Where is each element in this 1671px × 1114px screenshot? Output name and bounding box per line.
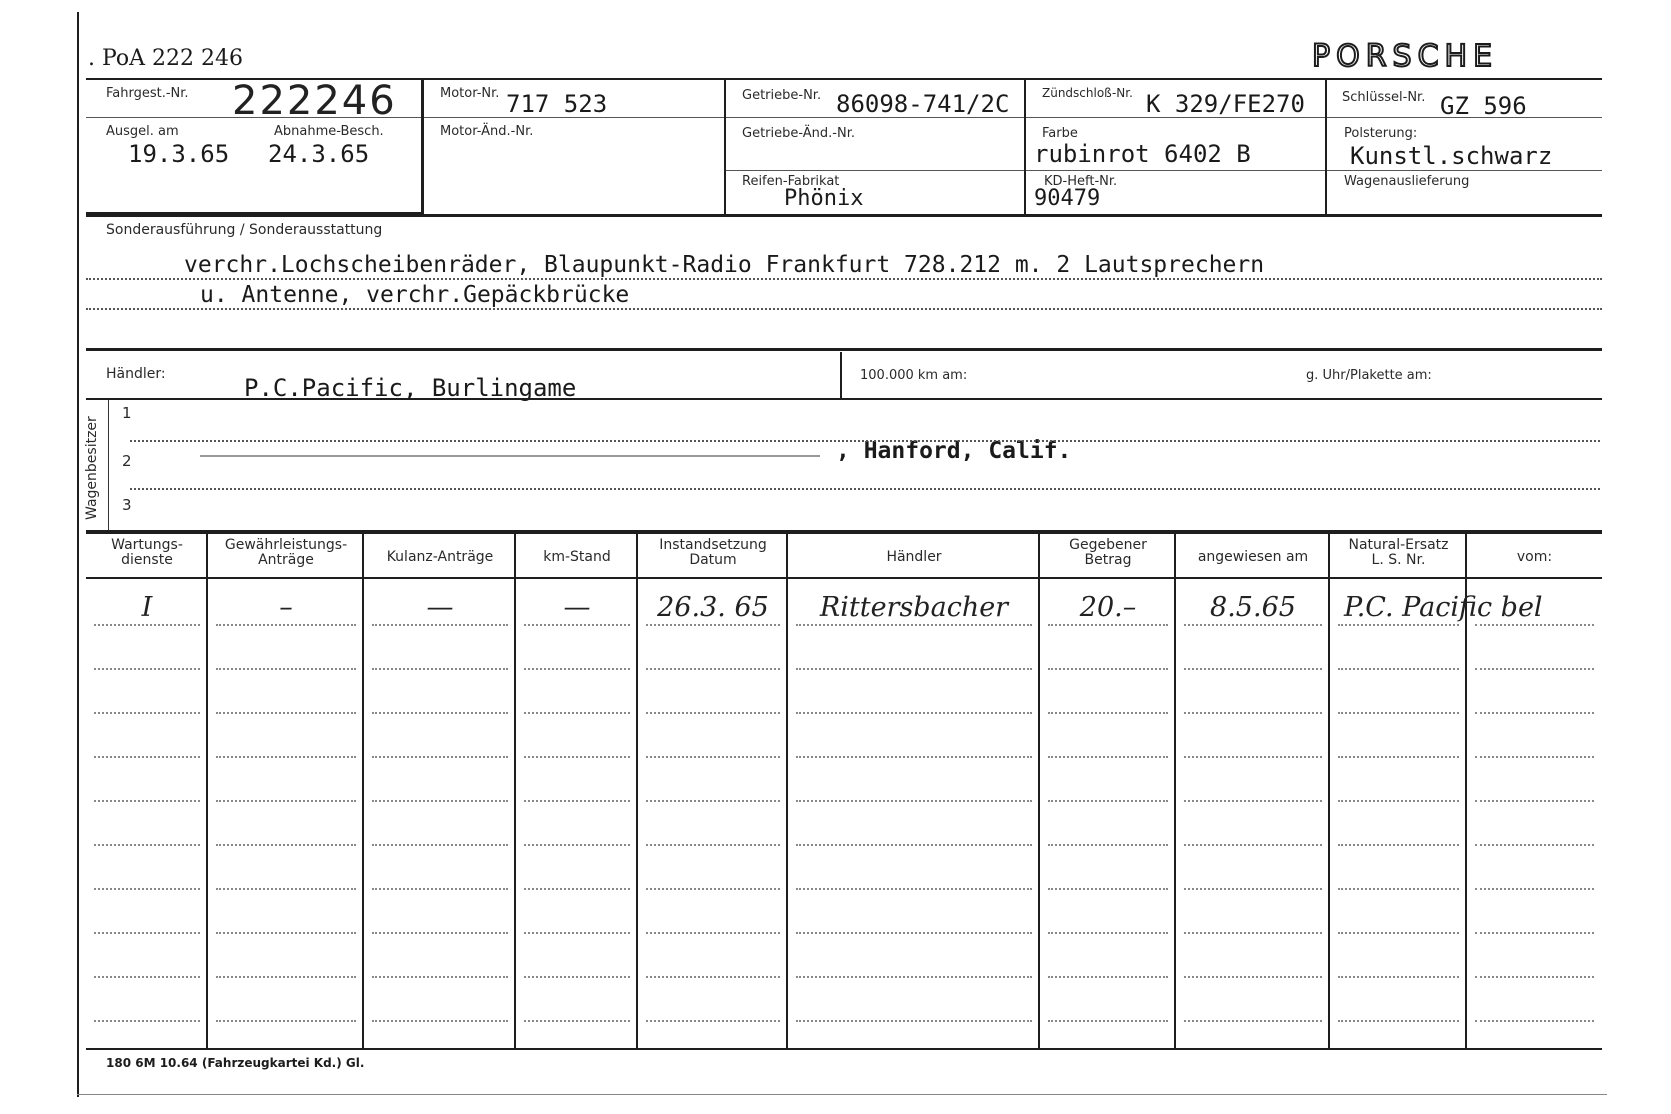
table-cell-r0-c5: Rittersbacher: [819, 592, 1009, 623]
table-dotted-line: [796, 624, 1032, 626]
table-dotted-line: [1184, 712, 1322, 714]
ignition-value: K 329/FE270: [1146, 90, 1305, 118]
row2-sub-divider: [724, 170, 1602, 171]
gearbox-change-label: Getriebe-Änd.-Nr.: [742, 126, 855, 141]
table-dotted-line: [524, 800, 630, 802]
table-dotted-line: [1338, 712, 1459, 714]
table-dotted-line: [646, 800, 780, 802]
special-bottom: [86, 348, 1602, 351]
table-dotted-line: [796, 932, 1032, 934]
color-value: rubinrot 6402 B: [1034, 140, 1251, 168]
table-header-6: Gegebener Betrag: [1069, 537, 1147, 568]
file-reference: . PoA 222 246: [88, 46, 243, 71]
table-dotted-line: [524, 888, 630, 890]
table-dotted-line: [1048, 844, 1168, 846]
table-dotted-line: [524, 624, 630, 626]
upholstery-value: Kunstl.schwarz: [1350, 142, 1553, 170]
table-dotted-line: [216, 800, 356, 802]
table-dotted-line: [216, 844, 356, 846]
table-dotted-line: [1048, 756, 1168, 758]
table-cell-r0-c6: 20.–: [1079, 592, 1137, 623]
table-dotted-line: [216, 624, 356, 626]
kd-booklet-value: 90479: [1034, 186, 1101, 211]
kd-booklet-label: KD-Heft-Nr.: [1044, 174, 1118, 189]
table-dotted-line: [372, 712, 508, 714]
table-dotted-line: [796, 976, 1032, 978]
table-dotted-line: [1184, 888, 1322, 890]
table-dotted-line: [216, 976, 356, 978]
table-dotted-line: [1048, 800, 1168, 802]
table-dotted-line: [1475, 668, 1594, 670]
table-cell-r0-c0: I: [141, 592, 153, 623]
table-dotted-line: [1338, 888, 1459, 890]
table-dotted-line: [1475, 844, 1594, 846]
tyres-label: Reifen-Fabrikat: [742, 174, 840, 189]
table-dotted-line: [1475, 756, 1594, 758]
table-dotted-line: [796, 800, 1032, 802]
table-dotted-line: [372, 1020, 508, 1022]
table-dotted-line: [1184, 668, 1322, 670]
table-dotted-line: [796, 668, 1032, 670]
tyres-value: Phönix: [784, 186, 864, 211]
table-dotted-line: [1338, 668, 1459, 670]
table-dotted-line: [372, 932, 508, 934]
special-dotted-2: [86, 308, 1602, 310]
table-dotted-line: [372, 668, 508, 670]
table-header-1: Gewährleistungs- Anträge: [224, 537, 348, 568]
key-value: GZ 596: [1440, 92, 1527, 120]
row-left-bottom: [86, 212, 422, 215]
table-dotted-line: [1184, 756, 1322, 758]
table-header-4: Instandsetzung Datum: [659, 537, 767, 568]
table-dotted-line: [1475, 624, 1594, 626]
vdiv-4: [1325, 78, 1327, 216]
gearbox-label: Getriebe-Nr.: [742, 88, 822, 103]
table-dotted-line: [524, 756, 630, 758]
table-dotted-line: [1338, 932, 1459, 934]
upholstery-label: Polsterung:: [1344, 126, 1418, 141]
table-dotted-line: [1475, 712, 1594, 714]
table-dotted-line: [524, 844, 630, 846]
table-dotted-line: [1184, 976, 1322, 978]
owner-redaction: [200, 455, 820, 457]
table-cell-r0-c7: 8.5.65: [1210, 592, 1296, 623]
engine-change-label: Motor-Änd.-Nr.: [440, 124, 534, 139]
km-100000-label: 100.000 km am:: [860, 368, 968, 383]
bottom-edge: [77, 1094, 1607, 1095]
clock-plaque-label: g. Uhr/Plakette am:: [1306, 368, 1432, 383]
table-dotted-line: [646, 756, 780, 758]
table-dotted-line: [796, 712, 1032, 714]
table-dotted-line: [1184, 800, 1322, 802]
acceptance-value: 24.3.65: [268, 140, 370, 168]
table-dotted-line: [646, 668, 780, 670]
table-dotted-line: [94, 756, 200, 758]
table-cell-r0-c8: P.C. Pacific bel: [1344, 592, 1543, 623]
table-dotted-line: [94, 1020, 200, 1022]
gearbox-value: 86098-741/2C: [836, 90, 1010, 118]
table-dotted-line: [1048, 888, 1168, 890]
table-cell-r0-c4: 26.3. 65: [657, 592, 769, 623]
chassis-label: Fahrgest.-Nr.: [106, 86, 189, 101]
table-cell-r0-c3: —: [563, 592, 591, 623]
delivery-label: Wagenauslieferung: [1344, 174, 1470, 189]
table-dotted-line: [372, 756, 508, 758]
dealer-value: P.C.Pacific, Burlingame: [244, 374, 577, 402]
table-dotted-line: [216, 756, 356, 758]
table-header-9: vom:: [1516, 549, 1553, 565]
table-header-7: angewiesen am: [1197, 549, 1309, 565]
left-border: [77, 12, 79, 1097]
color-label: Farbe: [1042, 126, 1078, 141]
special-equipment-line-1: verchr.Lochscheibenräder, Blaupunkt-Radio Frankfurt 728.212 m. 2 Lautsprechern: [184, 252, 1265, 278]
table-dotted-line: [524, 976, 630, 978]
table-dotted-line: [524, 1020, 630, 1022]
table-dotted-line: [94, 888, 200, 890]
table-dotted-line: [1338, 844, 1459, 846]
table-dotted-line: [1338, 976, 1459, 978]
issued-value: 19.3.65: [128, 140, 230, 168]
owner-dotted-1: [130, 440, 1600, 442]
table-dotted-line: [372, 888, 508, 890]
special-equipment-label: Sonderausführung / Sonderausstattung: [106, 222, 383, 238]
table-dotted-line: [216, 1020, 356, 1022]
special-dotted-1: [86, 278, 1602, 280]
table-dotted-line: [94, 932, 200, 934]
table-dotted-line: [524, 668, 630, 670]
table-header-3: km-Stand: [543, 549, 611, 565]
table-dotted-line: [94, 712, 200, 714]
table-dotted-line: [1475, 976, 1594, 978]
table-dotted-line: [1338, 756, 1459, 758]
porsche-logo: [1312, 40, 1602, 74]
vdiv-3: [1024, 78, 1026, 216]
owners-bottom: [86, 530, 1602, 534]
owner-2-location: , Hanford, Calif.: [836, 438, 1072, 464]
table-header-2: Kulanz-Anträge: [386, 549, 494, 565]
engine-value: 717 523: [506, 90, 608, 118]
table-dotted-line: [1475, 932, 1594, 934]
table-header-5: Händler: [886, 549, 942, 565]
table-dotted-line: [796, 756, 1032, 758]
vdiv-1: [421, 78, 424, 216]
owner-number-2: 2: [122, 452, 132, 470]
table-dotted-line: [1338, 624, 1459, 626]
table-header-0: Wartungs- dienste: [111, 537, 183, 568]
table-dotted-line: [1184, 844, 1322, 846]
acceptance-label: Abnahme-Besch.: [274, 124, 384, 139]
table-dotted-line: [1184, 932, 1322, 934]
table-cell-r0-c2: —: [426, 592, 454, 623]
engine-label: Motor-Nr.: [440, 86, 500, 101]
special-equipment-line-2: u. Antenne, verchr.Gepäckbrücke: [200, 282, 630, 308]
table-dotted-line: [94, 800, 200, 802]
table-header-bottom: [86, 577, 1602, 579]
table-dotted-line: [646, 1020, 780, 1022]
owners-label-vdiv: [108, 400, 109, 530]
table-header-8: Natural-Ersatz L. S. Nr.: [1348, 537, 1449, 568]
chassis-value: 222246: [232, 78, 397, 124]
owners-section-label: Wagenbesitzer: [84, 416, 100, 520]
table-dotted-line: [1475, 800, 1594, 802]
table-dotted-line: [646, 844, 780, 846]
table-dotted-line: [372, 624, 508, 626]
svg-text:PORSCHE: PORSCHE: [1312, 40, 1499, 74]
table-dotted-line: [1048, 712, 1168, 714]
issued-label: Ausgel. am: [106, 124, 179, 139]
owner-number-3: 3: [122, 496, 132, 514]
vdiv-2: [724, 78, 726, 216]
table-dotted-line: [94, 976, 200, 978]
table-dotted-line: [372, 976, 508, 978]
table-dotted-line: [796, 888, 1032, 890]
table-dotted-line: [1048, 668, 1168, 670]
table-dotted-line: [94, 844, 200, 846]
table-dotted-line: [94, 668, 200, 670]
owner-dotted-2: [130, 488, 1600, 490]
table-dotted-line: [1338, 800, 1459, 802]
owner-number-1: 1: [122, 404, 132, 422]
table-cell-r0-c1: –: [279, 592, 293, 623]
table-dotted-line: [796, 1020, 1032, 1022]
table-bottom: [86, 1048, 1602, 1050]
table-dotted-line: [1048, 624, 1168, 626]
table-dotted-line: [1338, 1020, 1459, 1022]
table-dotted-line: [524, 932, 630, 934]
table-dotted-line: [94, 624, 200, 626]
table-dotted-line: [1048, 976, 1168, 978]
table-dotted-line: [646, 976, 780, 978]
table-dotted-line: [1048, 1020, 1168, 1022]
table-dotted-line: [646, 932, 780, 934]
table-dotted-line: [216, 888, 356, 890]
table-dotted-line: [646, 888, 780, 890]
dealer-vdiv: [840, 352, 842, 398]
ignition-label: Zündschloß-Nr.: [1042, 86, 1133, 100]
table-dotted-line: [372, 800, 508, 802]
table-dotted-line: [216, 932, 356, 934]
table-dotted-line: [1048, 932, 1168, 934]
table-dotted-line: [372, 844, 508, 846]
table-dotted-line: [216, 668, 356, 670]
table-dotted-line: [1184, 624, 1322, 626]
table-dotted-line: [1475, 1020, 1594, 1022]
table-dotted-line: [1475, 888, 1594, 890]
table-dotted-line: [646, 624, 780, 626]
print-code: 180 6M 10.64 (Fahrzeugkartei Kd.) Gl.: [106, 1056, 365, 1070]
table-dotted-line: [796, 844, 1032, 846]
table-dotted-line: [646, 712, 780, 714]
key-label: Schlüssel-Nr.: [1342, 90, 1426, 105]
dealer-label: Händler:: [106, 366, 166, 382]
table-dotted-line: [524, 712, 630, 714]
table-dotted-line: [216, 712, 356, 714]
table-dotted-line: [1184, 1020, 1322, 1022]
